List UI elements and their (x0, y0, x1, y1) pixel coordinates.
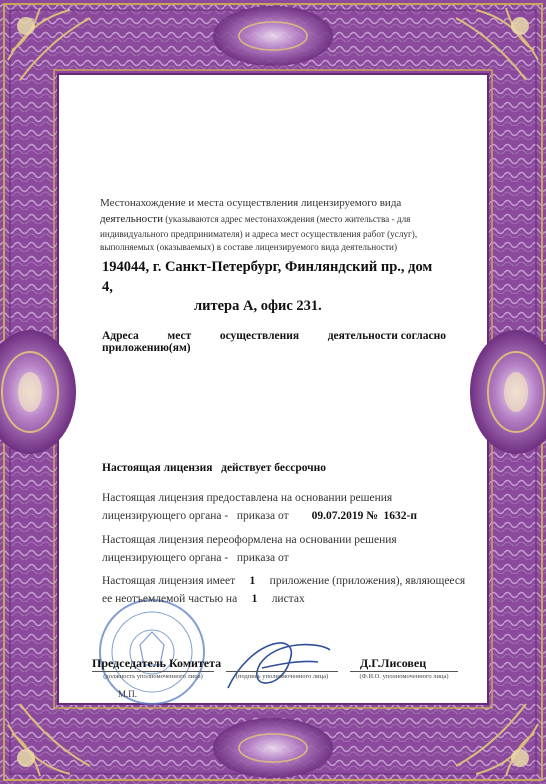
address-line2: литера А, офис 231. (194, 298, 322, 315)
reissue-line1: Настоящая лицензия переоформлена на основании решения (102, 534, 397, 546)
license-address (102, 258, 442, 317)
validity-statement: Настоящая лицензия действует бессрочно (102, 462, 327, 474)
basis-line2: лицензирующего органа - приказа от (102, 509, 289, 522)
license-basis (102, 490, 452, 526)
signature-underline (226, 671, 338, 672)
location-label (100, 196, 444, 255)
places-word3: осуществления (219, 330, 300, 342)
places-word1: Адреса (102, 330, 139, 342)
places-word4: деятельности согласно (327, 330, 446, 342)
appendix-line1a: Настоящая лицензия имеет (102, 575, 236, 587)
location-label-line3: индивидуального предпринимателя) и адреса мест осуществления работ (услуг), (100, 228, 418, 239)
appendix-line2a: ее неотъемлемой частью на (102, 593, 238, 606)
reissue-line2: лицензирующего органа - приказа от (102, 551, 289, 564)
position-underline (92, 671, 214, 672)
order-number: 09.07.2019 № 1632-п (311, 509, 417, 522)
activity-places (102, 330, 446, 354)
basis-line1: Настоящая лицензия предоставлена на основании решения (102, 492, 393, 504)
seal-place-label: М.П. (118, 689, 138, 699)
appendix-count2: 1 (251, 593, 258, 606)
appendix-line1b: приложение (приложения), являющееся (269, 575, 466, 587)
caption-name: (Ф.И.О. уполномоченного лица) (359, 673, 449, 680)
name-underline (350, 671, 458, 672)
places-word2: мест (167, 330, 192, 342)
caption-position: (должность уполномоченного лица) (103, 673, 203, 680)
appendix-line2b: листах (271, 593, 305, 606)
signatory-name: Д.Г.Лисовец (360, 656, 427, 670)
location-label-bold: деятельности (100, 212, 163, 225)
address-line1: 194044, г. Санкт-Петербург, Финляндский пр., дом 4, (102, 259, 433, 295)
appendix-statement (102, 572, 466, 609)
places-line2: приложению(ям) (102, 342, 191, 354)
signatory-position: Председатель Комитета (92, 656, 222, 670)
location-label-line1: Местонахождение и места осуществления лицензируемого вида (100, 197, 402, 209)
location-label-line4: выполняемых (оказываемых) в составе лицензируемого вида деятельности) (100, 242, 398, 253)
appendix-count1: 1 (249, 575, 256, 587)
caption-signature: (подпись уполномоченного лица) (235, 673, 329, 680)
location-label-line2: (указываются адрес местонахождения (место жительства - для (165, 213, 411, 224)
license-reissue (102, 532, 452, 568)
